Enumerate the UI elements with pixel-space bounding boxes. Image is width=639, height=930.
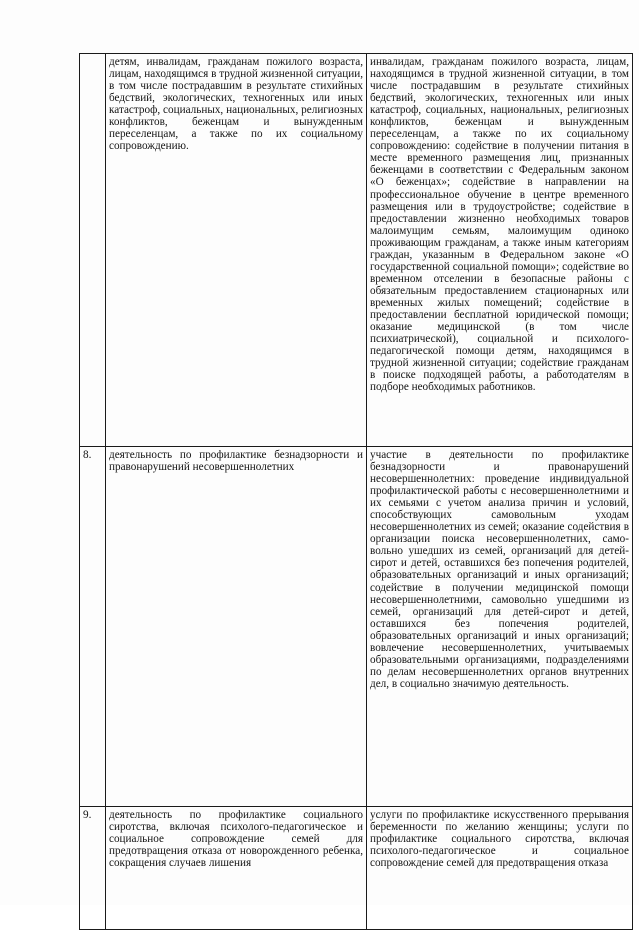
table-row bbox=[80, 807, 633, 930]
table-row bbox=[80, 447, 633, 807]
activity-cell: детям, инвалидам, гражданам пожилого возраста, лицам, находящимся в трудной жизненной ситуации, в том числе пострадавшим в результате стихийных бедствий, экологических, техногенных или иных катастроф, социальных, национальных, религиозных конфликтов, беженцам и вынужденным переселенцам, а также по их социальному сопровождению. bbox=[106, 54, 367, 447]
services-cell: участие в деятельности по профилактике безнадзорности и правонарушений несовершеннолетних: проведение индивидуальной профилактической работы с несовершеннолетними и их семьями с учетом анализа причин и условий, способствующих самовольным уходам несовершеннолетних из семей; оказание содействия в организации поиска несовершеннолетних, само-вольно ушедших из семей, организаций для детей-сирот и детей, оставшихся без попечения родителей, образовательных организаций и иных организаций; содействие в получении медицинской помощи несовершеннолетними, самовольно ушедшими из семей, организаций для детей-сирот и детей, оставшихся без попечения родителей, образовательных организаций и иных организаций; вовлечение несовершеннолетних, учитываемых образовательными организациями, подразделениями по делам несовершеннолетних органов внутренних дел, в социально значимую деятельность. bbox=[367, 447, 633, 807]
row-number bbox=[80, 54, 106, 447]
services-cell: инвалидам, гражданам пожилого возраста, лицам, находящимся в трудной жизненной ситуации, в том числе пострадавшим в результате стихийных бедствий, экологических, техногенных или иных катастроф, социальных, национальных, религиозных конфликтов, беженцам и вынужденным переселенцам, а также по их социальному сопровождению: содействие в получении питания в месте временного размещения лиц, признанных беженцами в соответствии с Федеральным законом «О беженцах»; содействие в направлении на профессиональное обучение в центре временного размещения или в трудоустройстве; содействие в предоставлении жизненно необходимых товаров малоимущим семьям, малоимущим одиноко проживающим гражданам, а также иным категориям граждан, указанным в Федеральном законе «О государственной социальной помощи»; содействие во временном отселении в безопасные районы с обязательным предоставлением стационарных или временных жилых помещений; содействие в предоставлении бесплатной юридической помощи; оказание медицинской (в том числе психиатрической), социальной и психолого-педагогической помощи детям, находящимся в трудной жизненной ситуации; содействие гражданам в поиске подходящей работы, а работодателям в подборе необходимых работников. bbox=[367, 54, 633, 447]
services-cell: услуги по профилактике искусственного прерывания беременности по желанию женщины; услуги по профилактике социального сиротства, включая психолого-педагогическое и социальное сопровождение семей для предотвращения отказа bbox=[367, 807, 633, 930]
row-number: 9. bbox=[80, 807, 106, 930]
activity-cell: деятельность по профилактике социального сиротства, включая психолого-педагогическое и социальное сопровождение семей для предотвращения отказа от новорожденного ребенка, сокращения случаев лишения bbox=[106, 807, 367, 930]
services-table bbox=[79, 53, 633, 930]
table-row bbox=[80, 54, 633, 447]
activity-cell: деятельность по профилактике безнадзорности и правонарушений несовершеннолетних bbox=[106, 447, 367, 807]
row-number: 8. bbox=[80, 447, 106, 807]
